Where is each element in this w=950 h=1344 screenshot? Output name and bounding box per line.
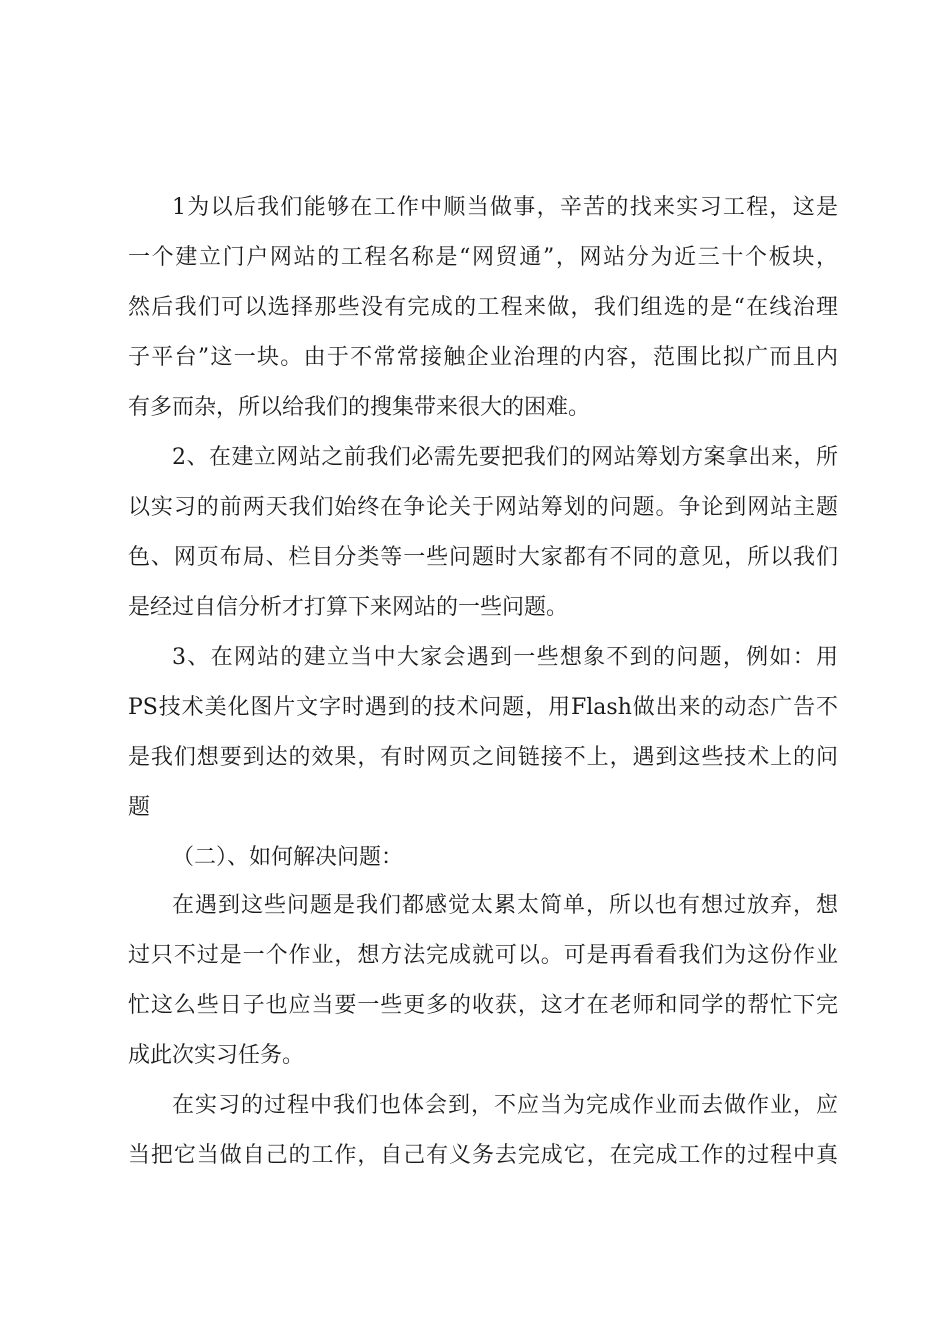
paragraph-1-line-4: 子平台”这一块。由于不常常接触企业治理的内容，范围比拟广而且内 bbox=[128, 345, 838, 370]
paragraph-4-line-4: 成此次实习任务。 bbox=[128, 1043, 305, 1068]
paragraph-4-line-3: 忙这么些日子也应当要一些更多的收获，这才在老师和同学的帮忙下完 bbox=[128, 993, 838, 1018]
paragraph-2-line-1: 2、在建立网站之前我们必需先要把我们的网站筹划方案拿出来，所 bbox=[172, 445, 838, 470]
paragraph-1-line-3: 然后我们可以选择那些没有完成的工程来做，我们组选的是“在线治理 bbox=[128, 295, 838, 320]
paragraph-2-line-2: 以实习的前两天我们始终在争论关于网站筹划的问题。争论到网站主题 bbox=[128, 495, 838, 520]
paragraph-1-line-1: 1为以后我们能够在工作中顺当做事，辛苦的找来实习工程，这是 bbox=[172, 195, 838, 220]
paragraph-3-line-3: 是我们想要到达的效果，有时网页之间链接不上，遇到这些技术上的问 bbox=[128, 745, 838, 770]
paragraph-3-line-4: 题 bbox=[128, 795, 151, 820]
paragraph-4-line-1: 在遇到这些问题是我们都感觉太累太简单，所以也有想过放弃，想 bbox=[172, 893, 838, 918]
paragraph-5-line-2: 当把它当做自己的工作，自己有义务去完成它，在完成工作的过程中真 bbox=[128, 1143, 838, 1168]
paragraph-2-line-3: 色、网页布局、栏目分类等一些问题时大家都有不同的意见，所以我们 bbox=[128, 545, 838, 570]
paragraph-1-line-5: 有多而杂，所以给我们的搜集带来很大的困难。 bbox=[128, 395, 591, 420]
section-heading: （二）、如何解决问题： bbox=[172, 845, 404, 870]
paragraph-3-line-2: PS技术美化图片文字时遇到的技术问题，用Flash做出来的动态广告不 bbox=[128, 695, 838, 720]
paragraph-5-line-1: 在实习的过程中我们也体会到，不应当为完成作业而去做作业，应 bbox=[172, 1093, 838, 1118]
paragraph-4-line-2: 过只不过是一个作业，想方法完成就可以。可是再看看我们为这份作业 bbox=[128, 943, 838, 968]
paragraph-3-line-1: 3、在网站的建立当中大家会遇到一些想象不到的问题，例如：用 bbox=[172, 645, 838, 670]
paragraph-1-line-2: 一个建立门户网站的工程名称是“网贸通”，网站分为近三十个板块， bbox=[128, 245, 838, 270]
paragraph-2-line-4: 是经过自信分析才打算下来网站的一些问题。 bbox=[128, 595, 569, 620]
